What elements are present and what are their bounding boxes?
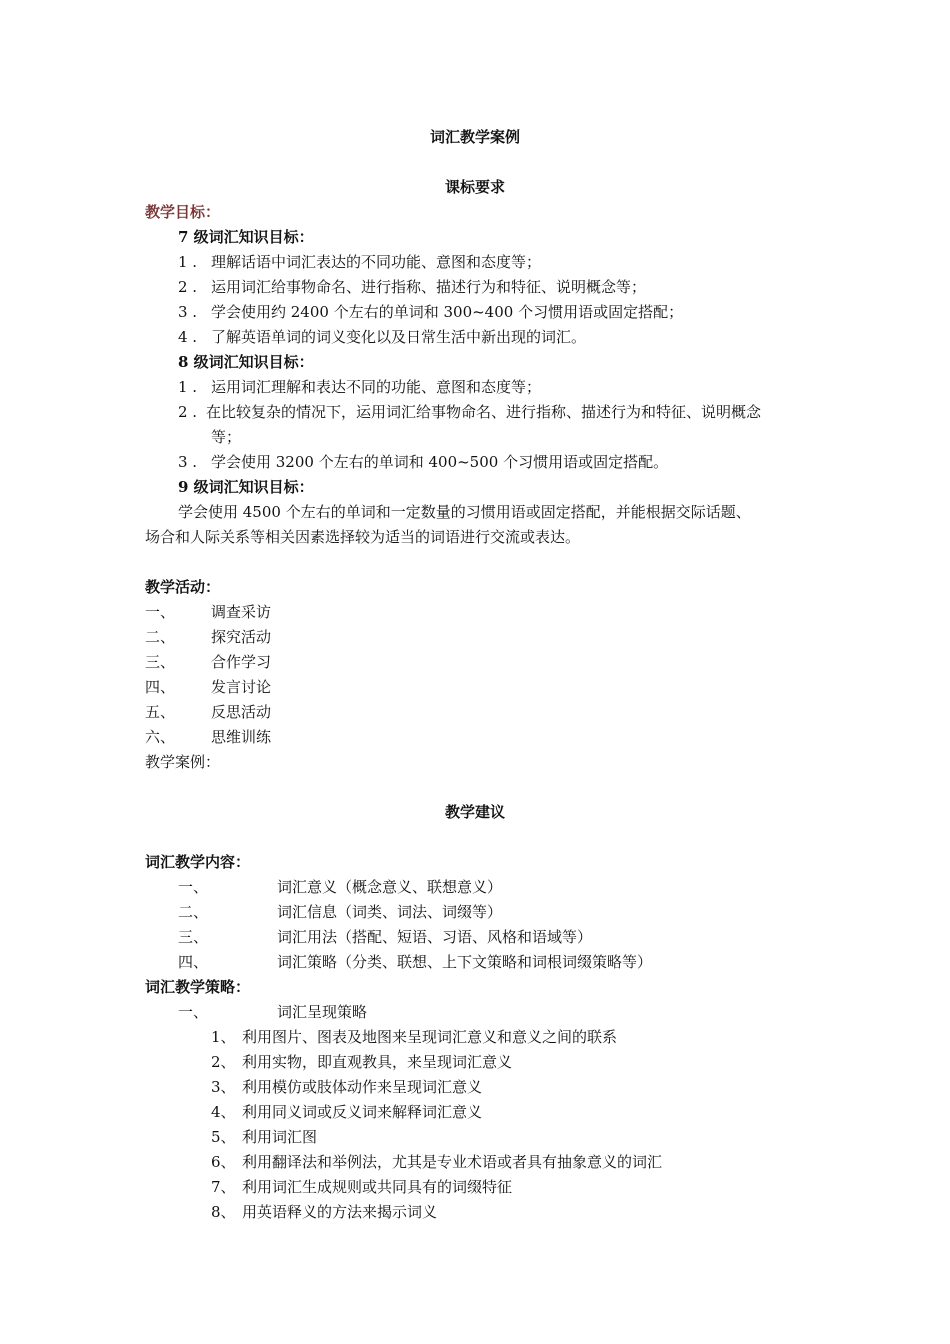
content-item: 一、 词汇意义（概念意义、联想意义） (178, 878, 503, 896)
level7-item: 1 . 理解话语中词汇表达的不同功能、意图和态度等； (178, 253, 542, 271)
level7-item: 2 . 运用词汇给事物命名、进行指称、描述行为和特征、说明概念等； (178, 278, 647, 296)
strategy-item: 4、 利用同义词或反义词来解释词汇意义 (211, 1103, 483, 1121)
strategy-item: 2、 利用实物，即直观教具，来呈现词汇意义 (211, 1053, 513, 1071)
content-item: 二、 词汇信息（词类、词法、词缀等） (178, 903, 503, 921)
level9-paragraph-line: 场合和人际关系等相关因素选择较为适当的词语进行交流或表达。 (145, 528, 581, 546)
teaching-case-label: 教学案例： (145, 753, 221, 771)
strategy-heading: 词汇教学策略： (145, 978, 251, 996)
level8-heading: 8 级词汇知识目标： (178, 353, 314, 371)
section-title-curriculum: 课标要求 (444, 178, 505, 196)
activity-item: 六、 思维训练 (145, 728, 272, 746)
activities-heading: 教学活动： (145, 578, 221, 596)
strategy-item: 1、 利用图片、图表及地图来呈现词汇意义和意义之间的联系 (211, 1028, 618, 1046)
strategy-item: 3、 利用模仿或肢体动作来呈现词汇意义 (211, 1078, 483, 1096)
activity-item: 一、 调查采访 (145, 603, 272, 621)
level7-item: 3 . 学会使用约 2400 个左右的单词和 300~400 个习惯用语或固定搭配； (178, 303, 684, 321)
activity-item: 二、 探究活动 (145, 628, 272, 646)
strategy-item: 6、 利用翻译法和举例法，尤其是专业术语或者具有抽象意义的词汇 (211, 1153, 663, 1171)
content-item: 四、 词汇策略（分类、联想、上下文策略和词根词缀策略等） (178, 953, 653, 971)
goals-heading: 教学目标： (145, 203, 221, 221)
level8-item: 1 . 运用词汇理解和表达不同的功能、意图和态度等； (178, 378, 542, 396)
activity-item: 五、 反思活动 (145, 703, 272, 721)
strategy-item: 8、 用英语释义的方法来揭示词义 (211, 1203, 438, 1221)
level9-heading: 9 级词汇知识目标： (178, 478, 314, 496)
content-item: 三、 词汇用法（搭配、短语、习语、风格和语域等） (178, 928, 593, 946)
level7-heading: 7 级词汇知识目标： (178, 228, 314, 246)
strategy-item: 7、 利用词汇生成规则或共同具有的词缀特征 (211, 1178, 513, 1196)
content-heading: 词汇教学内容： (145, 853, 251, 871)
strategy-subheading: 一、 词汇呈现策略 (178, 1003, 368, 1021)
strategy-item: 5、 利用词汇图 (211, 1128, 318, 1146)
document-title: 词汇教学案例 (429, 128, 520, 146)
level8-item-continuation: 等； (211, 428, 242, 446)
level8-item: 3 . 学会使用 3200 个左右的单词和 400~500 个习惯用语或固定搭配。 (178, 453, 669, 471)
level8-item: 2 . 在比较复杂的情况下，运用词汇给事物命名、进行指称、描述行为和特征、说明概念 (178, 403, 762, 421)
activity-item: 三、 合作学习 (145, 653, 272, 671)
section-title-suggestions: 教学建议 (444, 803, 505, 821)
level7-item: 4 . 了解英语单词的词义变化以及日常生活中新出现的词汇。 (178, 328, 587, 346)
activity-item: 四、 发言讨论 (145, 678, 272, 696)
level9-paragraph-line: 学会使用 4500 个左右的单词和一定数量的习惯用语或固定搭配，并能根据交际话题、 (178, 503, 751, 521)
